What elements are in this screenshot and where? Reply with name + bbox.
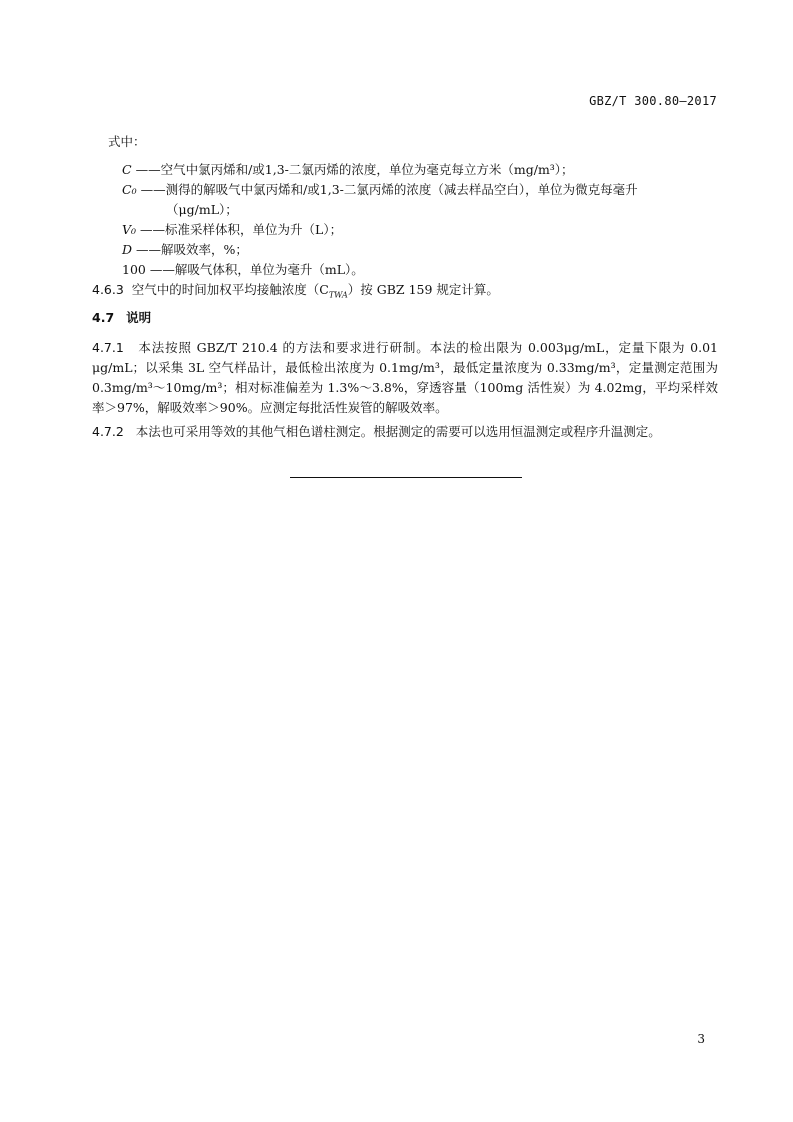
variable-symbol: V₀: [122, 222, 137, 237]
section-number: 4.7: [92, 310, 115, 325]
variable-c0-continuation: （μg/mL）；: [166, 202, 238, 217]
page-number: 3: [697, 1032, 705, 1046]
twa-subscript: TWA: [328, 290, 348, 300]
variable-d-row: [122, 240, 248, 260]
variable-description: ——空气中氯丙烯和/或1,3-二氯丙烯的浓度，单位为毫克每立方米（mg/m³）；: [135, 162, 574, 177]
variable-symbol: C₀: [122, 182, 137, 197]
clause-text: 空气中的时间加权平均接触浓度（C: [131, 282, 329, 297]
clause-text: 本法按照 GBZ/T 210.4 的方法和要求进行研制。本法的检出限为 0.003μg/mL，定量下限为 0.01 μg/mL；以采集 3L 空气样品计，最低检出浓度为 0.1mg/m³，最低定量浓度为 0.33mg/m³，定量测定范围为 0.3mg/m³～10mg/m³；相对标准偏差为 1.3%～3.8%，穿透容量（100mg 活性炭）为 4.02mg，平均采样效率＞97%，解吸效率＞90%。应测定每批活性炭管的解吸效率。: [92, 340, 719, 415]
clause-4-7-2: [92, 422, 661, 442]
section-title: 说明: [126, 310, 152, 325]
clause-text-tail: ）按 GBZ 159 规定计算。: [347, 282, 499, 297]
variable-symbol: D: [122, 242, 133, 257]
variable-description: ——标准采样体积，单位为升（L）；: [140, 222, 343, 237]
formula-where-intro: 式中：: [108, 134, 146, 149]
clause-number: 4.7.2: [92, 424, 124, 439]
variable-c-row: [122, 160, 574, 180]
clause-text: 本法也可采用等效的其他气相色谱柱测定。根据测定的需要可以选用恒温测定或程序升温测定。: [135, 424, 661, 439]
variable-symbol: C: [122, 162, 132, 177]
variable-v0-row: [122, 220, 342, 240]
clause-number: 4.7.1: [92, 340, 124, 355]
section-heading-4-7: [92, 308, 151, 328]
variable-symbol: 100: [122, 262, 146, 277]
variable-description: ——解吸效率，%；: [136, 242, 248, 257]
clause-4-6-3: [92, 280, 499, 306]
clause-number: 4.6.3: [92, 282, 124, 297]
variable-c0-row: [122, 180, 638, 200]
variable-description: ——测得的解吸气中氯丙烯和/或1,3-二氯丙烯的浓度（减去样品空白），单位为微克每毫升: [140, 182, 638, 197]
variable-100-row: [122, 260, 364, 280]
standard-code: GBZ/T 300.80—2017: [589, 94, 717, 108]
clause-4-7-1: [92, 338, 718, 418]
end-of-document-rule: [290, 477, 522, 478]
variable-description: ——解吸气体积，单位为毫升（mL）。: [149, 262, 364, 277]
